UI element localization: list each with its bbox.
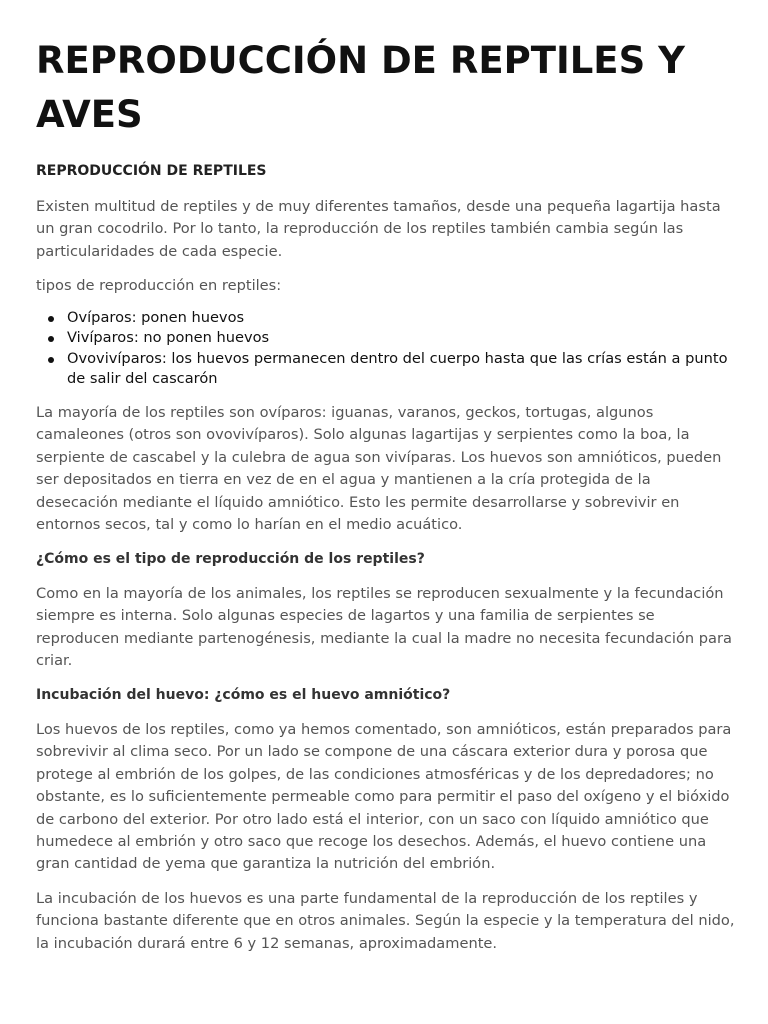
question-amniotic-egg: Incubación del huevo: ¿cómo es el huevo amniótico? [36,687,451,704]
incubation-paragraph: La incubación de los huevos es una parte fundamental de la reproducción de los reptiles y funciona bastante diferente que en otros animales. Según la especie y la temperatura del nido, la incubación durará entre 6 y 12 semanas, aproximadamente. [36,889,735,952]
page-title: REPRODUCCIÓN DE REPTILES Y AVES [36,39,685,136]
intro-paragraph: Existen multitud de reptiles y de muy diferentes tamaños, desde una pequeña lagartija hasta un gran cocodrilo. Por lo tanto, la reproducción de los reptiles también cambia según las particularidades de cada especie. [36,198,721,260]
list-item-viviparous: Vivíparos: no ponen huevos [67,328,736,349]
question-reproduction-type: ¿Cómo es el tipo de reproducción de los reptiles? [36,551,425,568]
document-page [36,34,736,955]
list-item-ovoviviparous: Ovovivíparos: los huevos permanecen dentro del cuerpo hasta que las crías están a punto de salir del cascarón [67,349,736,390]
oviparous-paragraph: La mayoría de los reptiles son ovíparos: iguanas, varanos, geckos, tortugas, algunos camaleones (otros son ovovivíparos). Solo algunas lagartijas y serpientes como la boa, la serpiente de cascabel y la culebra de agua son vivíparas. Los huevos son amnióticos, pueden ser depositados en tierra en vez de en el agua y mantienen a la cría protegida de la desecación mediante el líquido amniótico. Esto les permite desarrollarse y sobrevivir en entornos secos, tal y como lo harían en el medio acuático. [36,404,722,534]
types-heading: tipos de reproducción en reptiles: [36,277,282,295]
reproduction-types-list [36,308,736,390]
answer-amniotic-egg: Los huevos de los reptiles, como ya hemos comentado, son amnióticos, están preparados para sobrevivir al clima seco. Por un lado se compone de una cáscara exterior dura y porosa que protege al embrión de los golpes, de las condiciones atmosféricas y de los depredadores; no obstante, es lo suficientemente permeable como para permitir el paso del oxígeno y el bióxido de carbono del exterior. Por otro lado está el interior, con un saco con líquido amniótico que humedece al embrión y otro saco que recoge los desechos. Además, el huevo contiene una gran cantidad de yema que garantiza la nutrición del embrión. [36,720,732,873]
section-heading-reptiles: REPRODUCCIÓN DE REPTILES [36,163,267,179]
answer-reproduction-type: Como en la mayoría de los animales, los reptiles se reproducen sexualmente y la fecundación siempre es interna. Solo algunas especies de lagartos y una familia de serpientes se reproducen mediante partenogénesis, mediante la cual la madre no necesita fecundación para criar. [36,584,732,670]
list-item-oviparous: Ovíparos: ponen huevos [67,308,736,329]
